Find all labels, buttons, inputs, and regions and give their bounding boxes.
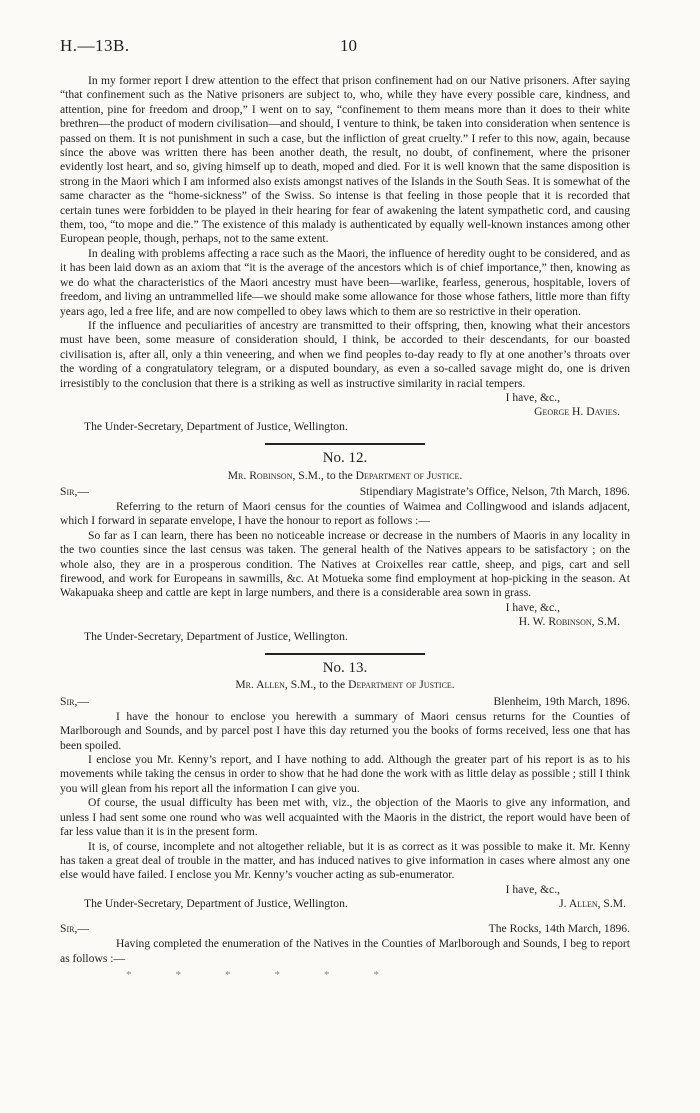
document-body [60, 74, 630, 982]
section-divider [265, 443, 425, 445]
kenny-place-date: The Rocks, 14th March, 1896. [488, 922, 630, 936]
davies-paragraph: If the influence and peculiarities of ancestry are transmitted to their offspring, then, knowing what their ancestors must have been, some measure of consideration should, I think, be accorded to their descendants, for our boasted civilisation is, after all, only a thin veneering, and when we find peoples to-day ready to fly at one another’s throats over the wording of a congratulatory telegram, or a disputed boundary, as even a so-called savage might do, one is driven irresistibly to the conclusion that there is a striking as well as instructive similarity in racial tempers. [60, 318, 630, 390]
kenny-salutation: Sir,— [60, 922, 89, 936]
no13-salutation-line [60, 695, 630, 710]
no12-to: to the [326, 468, 353, 482]
no13-signature: J. Allen, S.M. [559, 897, 626, 911]
no13-signature-row [60, 897, 630, 912]
no13-dept: Department of Justice. [348, 678, 455, 692]
no13-paragraph: Of course, the usual difficulty has been met with, viz., the objection of the Maoris to give any information, and unless I had sent some one round who was well acquainted with the Maoris in the district, the report would have been of far less value than it is in the present form. [60, 796, 630, 839]
no12-from: Mr. Robinson, S.M., [227, 468, 324, 482]
no13-closing: I have, &c., [505, 882, 560, 896]
no12-paragraph: So far as I can learn, there has been no noticeable increase or decrease in the numbers of Maoris in any locality in the two counties since the last census was taken. The general health of the Natives appears to be satisfactory ; on the whole also, they are in a prosperous condition. The Natives at Croixelles rear cattle, sheep, and pigs, cart and sell firewood, and work for Europeans in sawmills, &c. At Motueka some find employment at hop-picking in the season. At Wakapuaka sheep and cattle are kept in large numbers, and there is a considerable area sown in grass. [60, 528, 630, 600]
no13-paragraph: I enclose you Mr. Kenny’s report, and I have nothing to add. Although the greater part of his report is as to his movements while taking the census in order to show that he had done the work with as little delay as possible ; still I think you will glean from his report all the information I can give you. [60, 753, 630, 795]
no13-paragraph: I have the honour to enclose you herewith a summary of Maori census returns for the Counties of Marlborough and Sounds, and by parcel post I have this day returned you the books of forms received, less one that has been spoiled. [60, 709, 630, 752]
page-number: 10 [340, 36, 357, 55]
star: * [225, 968, 231, 981]
no13-to: to the [319, 678, 346, 692]
kenny-paragraph: Having completed the enumeration of the Natives in the Counties of Marlborough and Sounds, I beg to report as follows :— [60, 937, 630, 965]
document-reference: H.—13B. [60, 36, 130, 55]
no12-salutation: Sir,— [60, 484, 89, 498]
davies-closing: I have, &c., [505, 390, 560, 404]
no12-subtitle [60, 469, 630, 483]
no12-heading: No. 12. [322, 450, 368, 467]
star: * [373, 968, 379, 981]
davies-addressee: The Under-Secretary, Department of Justice, Wellington. [84, 419, 348, 433]
no13-salutation: Sir,— [60, 694, 89, 708]
no13-place-date: Blenheim, 19th March, 1896. [493, 694, 630, 708]
no12-salutation-line [60, 485, 630, 500]
no12-signature: H. W. Robinson, S.M. [518, 615, 620, 629]
davies-paragraph: In dealing with problems affecting a race such as the Maori, the influence of heredity ought to be considered, and as it has been laid down as an axiom that “it is the average of the ancestors which is of chief importance,” then, knowing as we do what the characteristics of the Maori ancestry must have been—warlike, fearless, generous, hospitable, lovers of freedom, and living an untrammelled life—we should make some allowance for those whose fathers, little more than fifty years ago, led a free life, and are now compelled to obey laws which to them are so restrictive in their operation. [60, 246, 630, 318]
star: * [126, 968, 132, 981]
no12-place-date: Stipendiary Magistrate’s Office, Nelson, 7th March, 1896. [359, 484, 630, 498]
star: * [274, 968, 280, 981]
no13-from: Mr. Allen, S.M., [235, 678, 317, 692]
page-header [60, 32, 630, 60]
no13-paragraph: It is, of course, incomplete and not altogether reliable, but it is as correct as it was possible to make it. Mr. Kenny has taken a great deal of trouble in the matter, and has induced natives to give information in cases where almost any one else would have failed. I enclose you Mr. Kenny’s voucher acting as sub-enumerator. [60, 839, 630, 882]
no12-addressee: The Under-Secretary, Department of Justice, Wellington. [84, 629, 348, 643]
omission-stars [60, 968, 630, 982]
davies-paragraph: In my former report I drew attention to the effect that prison confinement had on our Native prisoners. After saying “that confinement such as the Native prisoners are subject to, who, while they have every possible care, kindness, and attention, pine for freedom and droop,” I went on to say, “confinement to them means more than it does to their white brethren—the product of modern civilisation—and should, I venture to think, be taken into consideration when sentence is passed on them. It is not punishment in such a case, but the infliction of great cruelty.” I refer to this now, again, because since the above was written there has been another death, the result, no doubt, of confinement, where the prisoner evidently lost heart, and so, giving himself up to death, moped and died. For it is well known that the same disposition is strong in the Maori which I am informed also exists amongst natives of the Islands in the South Seas. It is somewhat of the same character as the “home-sickness” of the Swiss. So intense is that feeling in those people that it is recorded that certain tunes were forbidden to be played in their hearing for fear of awakening the latent sympathetic cord, and causing them, too, “to mope and die.” The existence of this malady is authenticated by equally well-known instances among other European people, though, perhaps, not to the same extent. [60, 74, 630, 246]
star: * [324, 968, 330, 981]
no13-heading: No. 13. [322, 660, 368, 677]
no12-closing: I have, &c., [505, 600, 560, 614]
no13-subtitle [60, 678, 630, 692]
star: * [175, 968, 181, 981]
kenny-salutation-line [60, 922, 630, 937]
no12-dept: Department of Justice. [355, 468, 463, 482]
davies-signature: George H. Davies. [534, 405, 620, 419]
no12-paragraph: Referring to the return of Maori census for the counties of Waimea and Collingwood and islands adjacent, which I forward in separate envelope, I have the honour to report as follows :— [60, 499, 630, 528]
section-divider [265, 653, 425, 655]
no13-addressee: The Under-Secretary, Department of Justice, Wellington. [84, 897, 348, 911]
